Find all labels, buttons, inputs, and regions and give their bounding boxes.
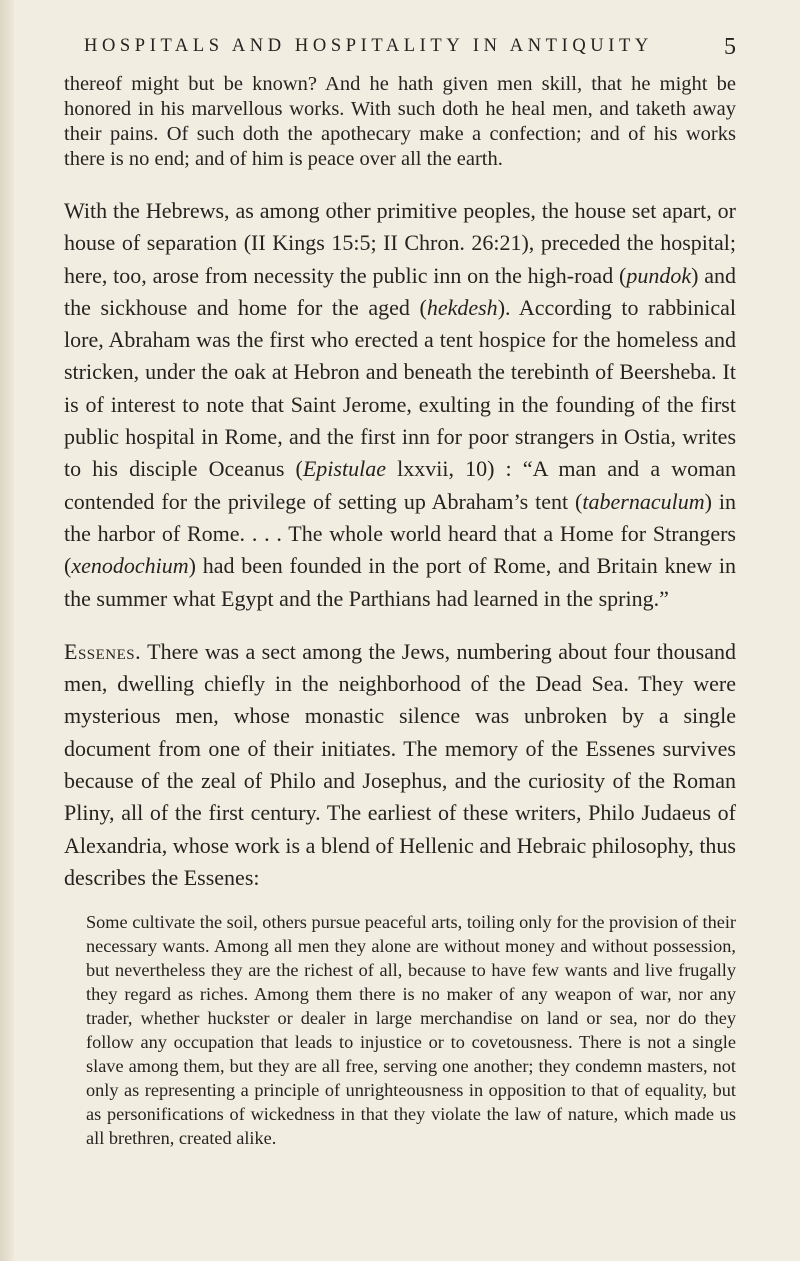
page-header [84,36,736,66]
term-xenodochium: xenodochium [71,553,189,579]
running-head: HOSPITALS AND HOSPITALITY IN ANTIQUITY [84,36,653,56]
text-run: ) and the sickhouse and home for the aged ( [64,262,736,320]
paragraph-essenes [64,636,736,894]
term-pundok: pundok [626,262,692,288]
section-lead-essenes: Essenes. [64,638,142,664]
term-tabernaculum: tabernaculum [582,488,705,514]
text-run: ). According to rabbinical lore, Abraham was the first who erected a tent hospice for the homeless and stricken, under the oak at Hebron and beneath the terebinth of Beersheba. It is of interest to note that Saint Jerome, exulting in the founding of the first public hospital in Rome, and the first inn for poor strangers in Ostia, writes to his disciple Oceanus ( [64,294,737,482]
term-epistulae: Epistulae [302,456,386,482]
term-hekdesh: hekdesh [426,294,498,320]
text-run: There was a sect among the Jews, numbering about four thousand men, dwelling chiefly in the neighborhood of the Dead Sea. They were mysterious men, whose monastic silence was unbroken by a single document from one of their initiates. The memory of the Essenes survives because of the zeal of Philo and Josephus, and the curiosity of the Roman Pliny, all of the first century. The earliest of these writers, Philo Judaeus of Alexandria, whose work is a blend of Hellenic and Hebraic philosophy, thus describes the Essenes: [64,638,736,890]
text-run: ) had been founded in the port of Rome, and Britain knew in the summer what Egypt and the Parthians had learned in the spring.” [64,553,736,611]
text-run: With the Hebrews, as among other primitive peoples, the house set apart, or house of separation (II Kings 15:5; II Chron. 26:21), preceded the hospital; here, too, arose from necessity the public inn on the high-road ( [64,198,736,288]
paragraph-ecclesiasticus-quote: thereof might but be known? And he hath given men skill, that he might be honored in his marvellous works. With such doth he heal men, and taketh away their pains. Of such doth the apothecary make a confection; and of his works there is no end; and of him is peace over all the earth. [64,73,736,170]
page-number: 5 [724,34,736,60]
text-run: lxxvii, 10) : “A man and a woman contended for the privilege of setting up Abraham’s tent ( [64,456,736,514]
text-run: ) in the harbor of Rome. . . . The whole world heard that a Home for Strangers ( [64,488,736,579]
block-quote-philo: Some cultivate the soil, others pursue peaceful arts, toiling only for the provision of their necessary wants. Among all men they alone are without money and without possession, but nevertheless they are the richest of all, because to have few wants and live frugally they regard as riches. Among them there is no maker of any weapon of war, nor any trader, whether huckster or dealer in large merchandise on land or sea, nor do they follow any occupation that leads to injustice or to covetousness. There is not a single slave among them, but they are all free, serving one another; they condemn masters, not only as representing a principle of unrighteousness in opposition to that of equality, but as personifications of wickedness in that they violate the law of nature, which made us all brethren, created alike. [86,912,736,1149]
paragraph-hebrews [64,195,736,615]
page-gutter-shadow [0,0,14,1261]
body-text [64,72,736,1150]
